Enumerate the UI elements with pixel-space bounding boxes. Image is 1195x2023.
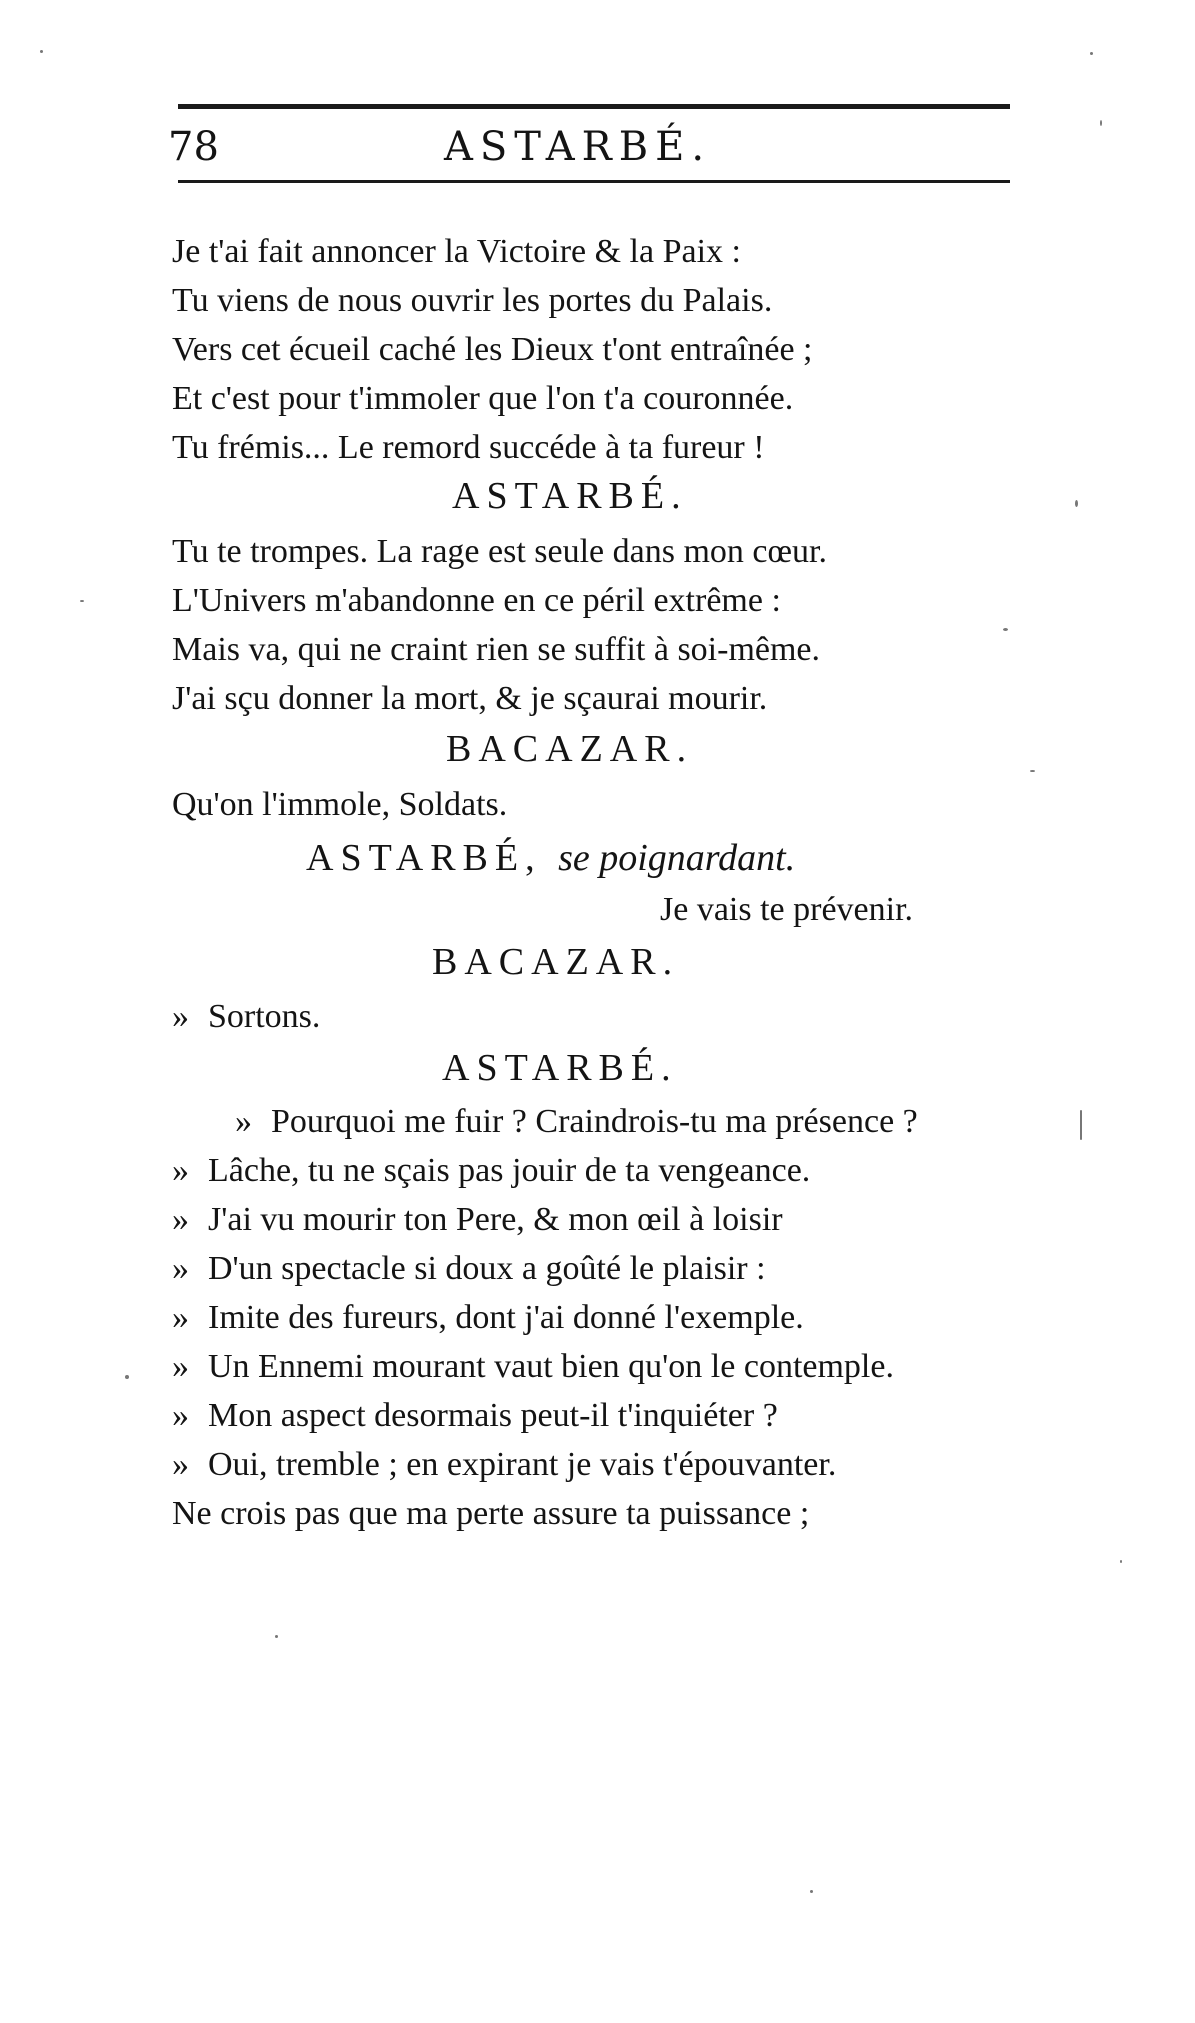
speaker-name: ASTARBÉ.	[452, 475, 688, 517]
quotation-mark: »	[172, 1201, 189, 1238]
quotation-mark: »	[172, 1152, 189, 1189]
paper-speck	[275, 1635, 278, 1638]
quoted-verse-line: » Oui, tremble ; en expirant je vais t'épouvanter.	[172, 1443, 836, 1487]
verse-line: Ne crois pas que ma perte assure ta puissance ;	[172, 1495, 810, 1532]
header-rule-top	[178, 104, 1010, 109]
quoted-verse-line: » Pourquoi me fuir ? Craindrois-tu ma présence ?	[235, 1100, 918, 1144]
speaker-name: ASTARBÉ,	[306, 837, 542, 879]
paper-speck	[1120, 1560, 1122, 1563]
speaker-with-stage-direction	[306, 836, 795, 880]
verse-line: J'ai sçu donner la mort, & je sçaurai mourir.	[172, 680, 768, 717]
speaker-name: BACAZAR.	[446, 728, 694, 770]
quoted-verse-line: » Imite des fureurs, dont j'ai donné l'exemple.	[172, 1296, 804, 1340]
verse-line-continuation: Je vais te prévenir.	[660, 891, 914, 928]
stage-direction: se poignardant.	[558, 837, 796, 879]
page-number: 78	[168, 124, 219, 170]
quotation-mark: »	[235, 1103, 252, 1140]
quoted-verse-line: » Un Ennemi mourant vaut bien qu'on le contemple.	[172, 1345, 894, 1389]
quotation-mark: »	[172, 1299, 189, 1336]
quoted-verse-line: » D'un spectacle si doux a goûté le plaisir :	[172, 1247, 766, 1291]
quoted-verse-line: » Mon aspect desormais peut-il t'inquiéter ?	[172, 1394, 778, 1438]
quotation-mark: »	[172, 1397, 189, 1434]
running-head: ASTARBÉ.	[444, 124, 712, 170]
verse-line: Tu frémis... Le remord succéde à ta fureur !	[172, 429, 765, 466]
verse-line: Qu'on l'immole, Soldats.	[172, 786, 508, 823]
speaker-name: ASTARBÉ.	[442, 1047, 678, 1089]
verse-line: Vers cet écueil caché les Dieux t'ont entraînée ;	[172, 331, 813, 368]
paper-speck	[1090, 52, 1093, 55]
header-rule-bottom	[178, 180, 1010, 183]
paper-speck	[1030, 770, 1035, 772]
paper-speck	[80, 600, 84, 602]
paper-speck	[1080, 1110, 1082, 1140]
quotation-mark: »	[172, 998, 189, 1035]
verse-line: Tu te trompes. La rage est seule dans mon cœur.	[172, 533, 827, 570]
verse-line: Mais va, qui ne craint rien se suffit à soi-même.	[172, 631, 821, 668]
paper-speck	[1100, 120, 1102, 126]
quotation-mark: »	[172, 1348, 189, 1385]
quotation-mark: »	[172, 1446, 189, 1483]
quoted-verse-line: » J'ai vu mourir ton Pere, & mon œil à loisir	[172, 1198, 783, 1242]
quoted-verse-line: » Lâche, tu ne sçais pas jouir de ta vengeance.	[172, 1149, 810, 1193]
verse-line: L'Univers m'abandonne en ce péril extrême :	[172, 582, 781, 619]
verse-line: » Sortons.	[172, 995, 320, 1039]
paper-speck	[1003, 628, 1008, 631]
verse-line: Et c'est pour t'immoler que l'on t'a couronnée.	[172, 380, 794, 417]
paper-speck	[40, 50, 43, 53]
speaker-name: BACAZAR.	[432, 941, 680, 983]
paper-speck	[125, 1375, 129, 1379]
paper-speck	[810, 1890, 813, 1893]
quotation-mark: »	[172, 1250, 189, 1287]
paper-speck	[1075, 500, 1078, 507]
verse-line: Tu viens de nous ouvrir les portes du Palais.	[172, 282, 773, 319]
verse-line: Je t'ai fait annoncer la Victoire & la Paix :	[172, 233, 741, 270]
